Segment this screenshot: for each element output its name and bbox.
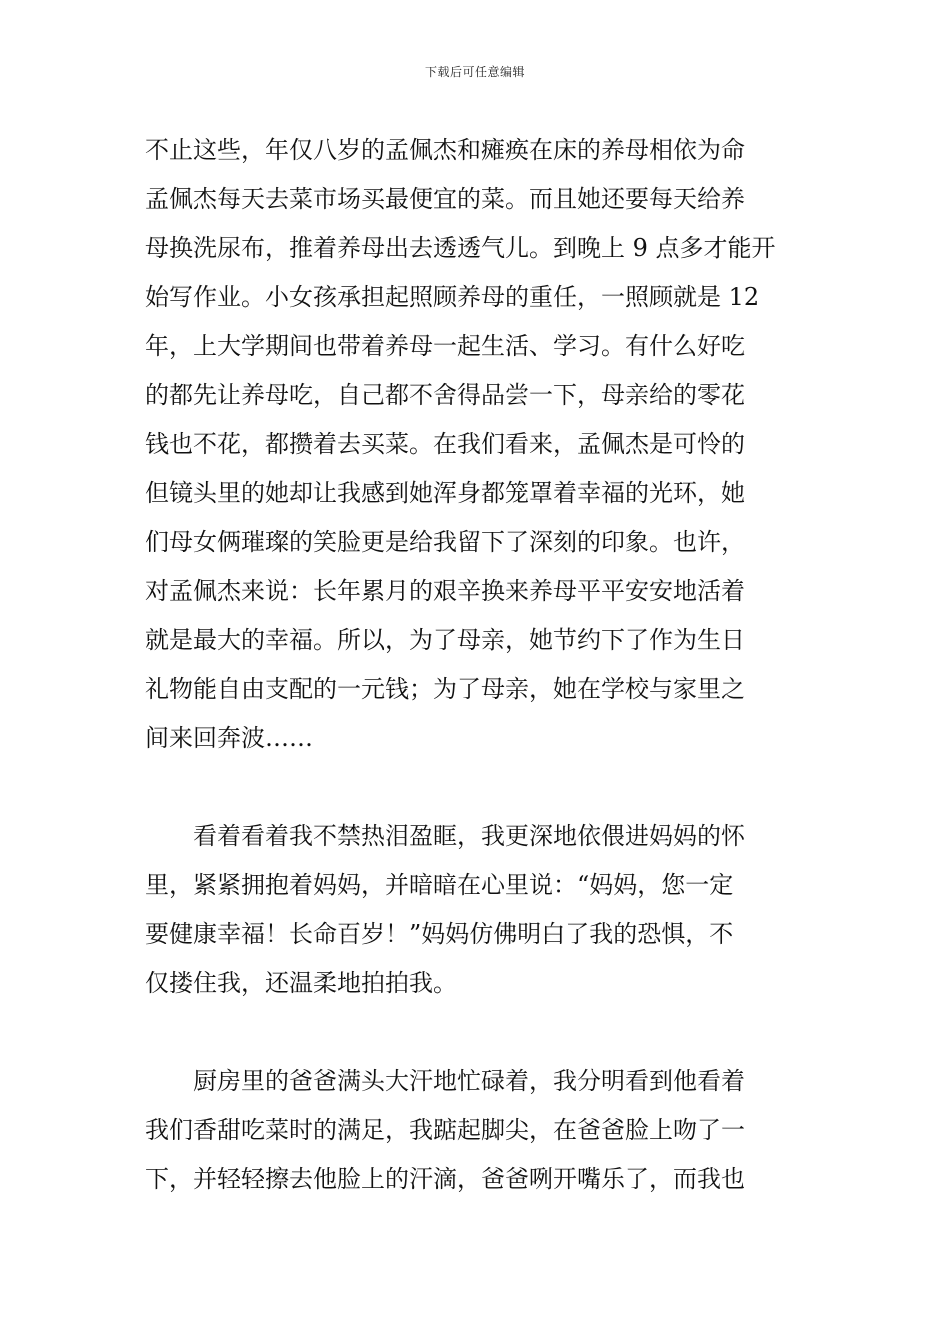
- document-body: [145, 126, 810, 1204]
- paragraph-spacer: [145, 763, 810, 812]
- text-line: 母换洗尿布，推着养母出去透透气儿。到晚上 9 点多才能开: [145, 234, 776, 262]
- text-line: 里，紧紧拥抱着妈妈，并暗暗在心里说：“妈妈，您一定: [145, 871, 734, 899]
- text-line: 的都先让养母吃，自己都不舍得品尝一下，母亲给的零花: [145, 381, 745, 409]
- paragraph-2: [145, 812, 810, 1008]
- text-line: 看着看着我不禁热泪盈眶，我更深地依偎进妈妈的怀: [145, 822, 745, 850]
- text-line: 仅搂住我，还温柔地拍拍我。: [145, 969, 457, 997]
- text-line: 礼物能自由支配的一元钱；为了母亲，她在学校与家里之: [145, 675, 745, 703]
- page-header: 下载后可任意编辑: [424, 65, 525, 79]
- text-line: 不止这些，年仅八岁的孟佩杰和瘫痪在床的养母相依为命: [145, 136, 745, 164]
- text-line: 孟佩杰每天去菜市场买最便宜的菜。而且她还要每天给养: [145, 185, 745, 213]
- text-line: 间来回奔波……: [145, 724, 313, 752]
- text-line: 但镜头里的她却让我感到她浑身都笼罩着幸福的光环，她: [145, 479, 745, 507]
- text-line: 们母女俩璀璨的笑脸更是给我留下了深刻的印象。也许，: [145, 528, 745, 556]
- paragraph-3: [145, 1057, 810, 1204]
- paragraph-spacer: [145, 1008, 810, 1057]
- text-line: 下，并轻轻擦去他脸上的汗滴，爸爸咧开嘴乐了，而我也: [145, 1165, 745, 1193]
- text-line: 对孟佩杰来说：长年累月的艰辛换来养母平平安安地活着: [145, 577, 745, 605]
- text-line: 厨房里的爸爸满头大汗地忙碌着，我分明看到他看着: [145, 1067, 745, 1095]
- text-line: 年，上大学期间也带着养母一起生活、学习。有什么好吃: [145, 332, 745, 360]
- paragraph-1: [145, 126, 810, 763]
- text-line: 钱也不花，都攒着去买菜。在我们看来，孟佩杰是可怜的: [145, 430, 745, 458]
- text-line: 就是最大的幸福。所以，为了母亲，她节约下了作为生日: [145, 626, 745, 654]
- text-line: 要健康幸福！长命百岁！”妈妈仿佛明白了我的恐惧，不: [145, 920, 734, 948]
- text-line: 我们香甜吃菜时的满足，我踮起脚尖，在爸爸脸上吻了一: [145, 1116, 745, 1144]
- text-line: 始写作业。小女孩承担起照顾养母的重任，一照顾就是 12: [145, 283, 760, 311]
